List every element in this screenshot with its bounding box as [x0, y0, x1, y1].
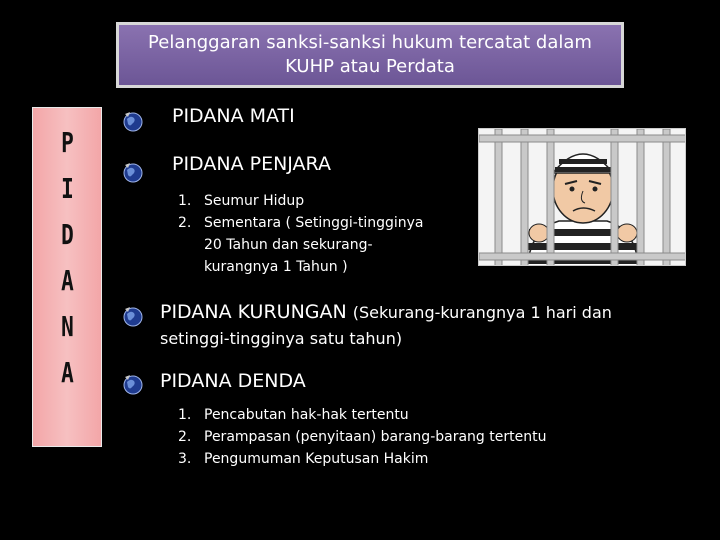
globe-bullet-icon	[122, 373, 144, 395]
side-letter: N	[60, 310, 74, 343]
penjara-list	[178, 190, 468, 278]
pidana-vertical-label	[32, 107, 102, 447]
title-line-2: KUHP atau Perdata	[285, 56, 455, 77]
side-letter: P	[60, 126, 74, 159]
list-item: 1. Pencabutan hak-hak tertentu	[178, 407, 409, 423]
list-item: 2. Perampasan (penyitaan) barang-barang tertentu	[178, 429, 547, 445]
list-item: 3. Pengumuman Keputusan Hakim	[178, 451, 429, 467]
title-line-1: Pelanggaran sanksi-sanksi hukum tercatat dalam	[148, 32, 592, 53]
kurungan-note: (Sekurang-kurangnya 1 hari dan	[352, 303, 612, 322]
globe-bullet-icon	[122, 161, 144, 183]
heading-pidana-mati: PIDANA MATI	[172, 105, 295, 127]
prisoner-behind-bars-image	[478, 128, 686, 266]
side-letter: I	[60, 172, 74, 205]
globe-bullet-icon	[122, 305, 144, 327]
denda-list	[178, 404, 598, 470]
side-letter: A	[60, 356, 74, 389]
globe-bullet-icon	[122, 110, 144, 132]
kurungan-title: PIDANA KURUNGAN	[160, 301, 347, 323]
title-box	[116, 22, 624, 88]
list-item: 1. Seumur Hidup	[178, 193, 305, 209]
heading-pidana-penjara: PIDANA PENJARA	[172, 153, 331, 175]
heading-pidana-kurungan	[160, 301, 612, 323]
list-item: 2. Sementara ( Setinggi-tingginya	[178, 215, 424, 231]
list-item: kurangnya 1 Tahun )	[204, 259, 348, 275]
side-letter: A	[60, 264, 74, 297]
list-item: 20 Tahun dan sekurang-	[204, 237, 373, 253]
heading-pidana-denda: PIDANA DENDA	[160, 370, 306, 392]
kurungan-note-2: setinggi-tingginya satu tahun)	[160, 329, 403, 348]
side-letter: D	[60, 218, 74, 251]
